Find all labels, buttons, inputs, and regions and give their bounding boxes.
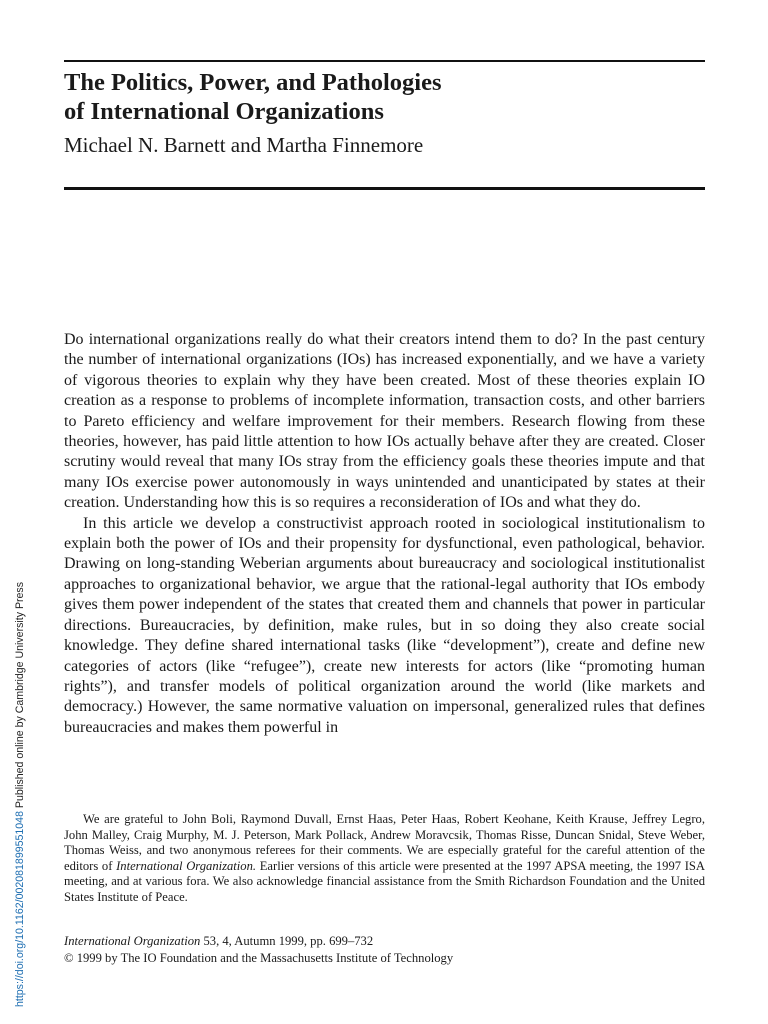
publisher-side-note bbox=[14, 582, 26, 1007]
doi-link[interactable]: https://doi.org/10.1162/002081899551048 bbox=[14, 811, 26, 1007]
citation-block bbox=[64, 933, 705, 967]
article-title bbox=[64, 68, 705, 126]
title-line-1: The Politics, Power, and Pathologies bbox=[64, 69, 442, 96]
footnote-text-1: We are grateful to John Boli, Raymond Duvall, Ernst Haas, Peter Haas, Robert Keohane, Keith Krause, Jeffrey Legro, John Malley, Craig Murphy, M. J. Peterson, Mark Pollack, Andrew Moravcsik, Thomas Risse, Duncan Snidal, Steve Weber, Thomas Weiss, and two anonymous referees for their comments. We are especially grateful for the careful attention of the editors of bbox=[64, 812, 705, 873]
body-paragraph-1: Do international organizations really do what their creators intend them to do? In the past century the number of international organizations (IOs) has increased exponentially, and we have a variety of vigorous theories to explain why they have been created. Most of these theories explain IO creation as a response to problems of incomplete information, transaction costs, and other barriers to Pareto efficiency and welfare improvement for their members. Research flowing from these theories, however, has paid little attention to how IOs actually behave after they are created. Closer scrutiny would reveal that many IOs stray from the efficiency goals these theories impute and that many IOs exercise power autonomously in ways unintended and unanticipated by states at their creation. Understanding how this is so requires a reconsideration of IOs and what they do. bbox=[64, 331, 705, 512]
body-paragraph-2: In this article we develop a constructivist approach rooted in sociological institutionalism to explain both the power of IOs and their propensity for dysfunctional, even pathological, behavior. Drawing on long-standing Weberian arguments about bureaucracy and sociological institutionalist approaches to organizational behavior, we argue that the rational-legal authority that IOs embody gives them power independent of the states that created them and channels that power in particular directions. Bureaucracies, by definition, make rules, but in so doing they also create social knowledge. They define shared international tasks (like “development”), create and define new categories of actors (like “refugee”), create new interests for actors (like “promoting human rights”), and transfer models of political organization around the world (like markets and democracy.) However, the same normative valuation on impersonal, generalized rules that defines bureaucracies and makes them powerful in bbox=[64, 514, 705, 736]
bottom-rule bbox=[64, 187, 705, 190]
published-online-text: Published online by Cambridge University Press bbox=[14, 581, 26, 812]
journal-details: 53, 4, Autumn 1999, pp. 699–732 bbox=[200, 934, 374, 948]
journal-citation bbox=[64, 933, 705, 950]
footnote-text-2: Earlier versions of this article were presented at the 1997 APSA meeting, the 1997 ISA meeting, and at various fora. We also acknowledge financial assistance from the Smith Richardson Foundation and the United States Institute of Peace. bbox=[64, 858, 705, 904]
top-rule bbox=[64, 60, 705, 62]
journal-name: International Organization bbox=[64, 934, 201, 948]
article-authors: Michael N. Barnett and Martha Finnemore bbox=[64, 133, 424, 157]
acknowledgements-footnote bbox=[64, 812, 705, 906]
footnote-journal-name: International Organization. bbox=[116, 858, 257, 873]
article-body bbox=[64, 330, 705, 738]
title-line-2: of International Organizations bbox=[64, 98, 384, 125]
copyright-line: © 1999 by The IO Foundation and the Massachusetts Institute of Technology bbox=[64, 951, 454, 965]
